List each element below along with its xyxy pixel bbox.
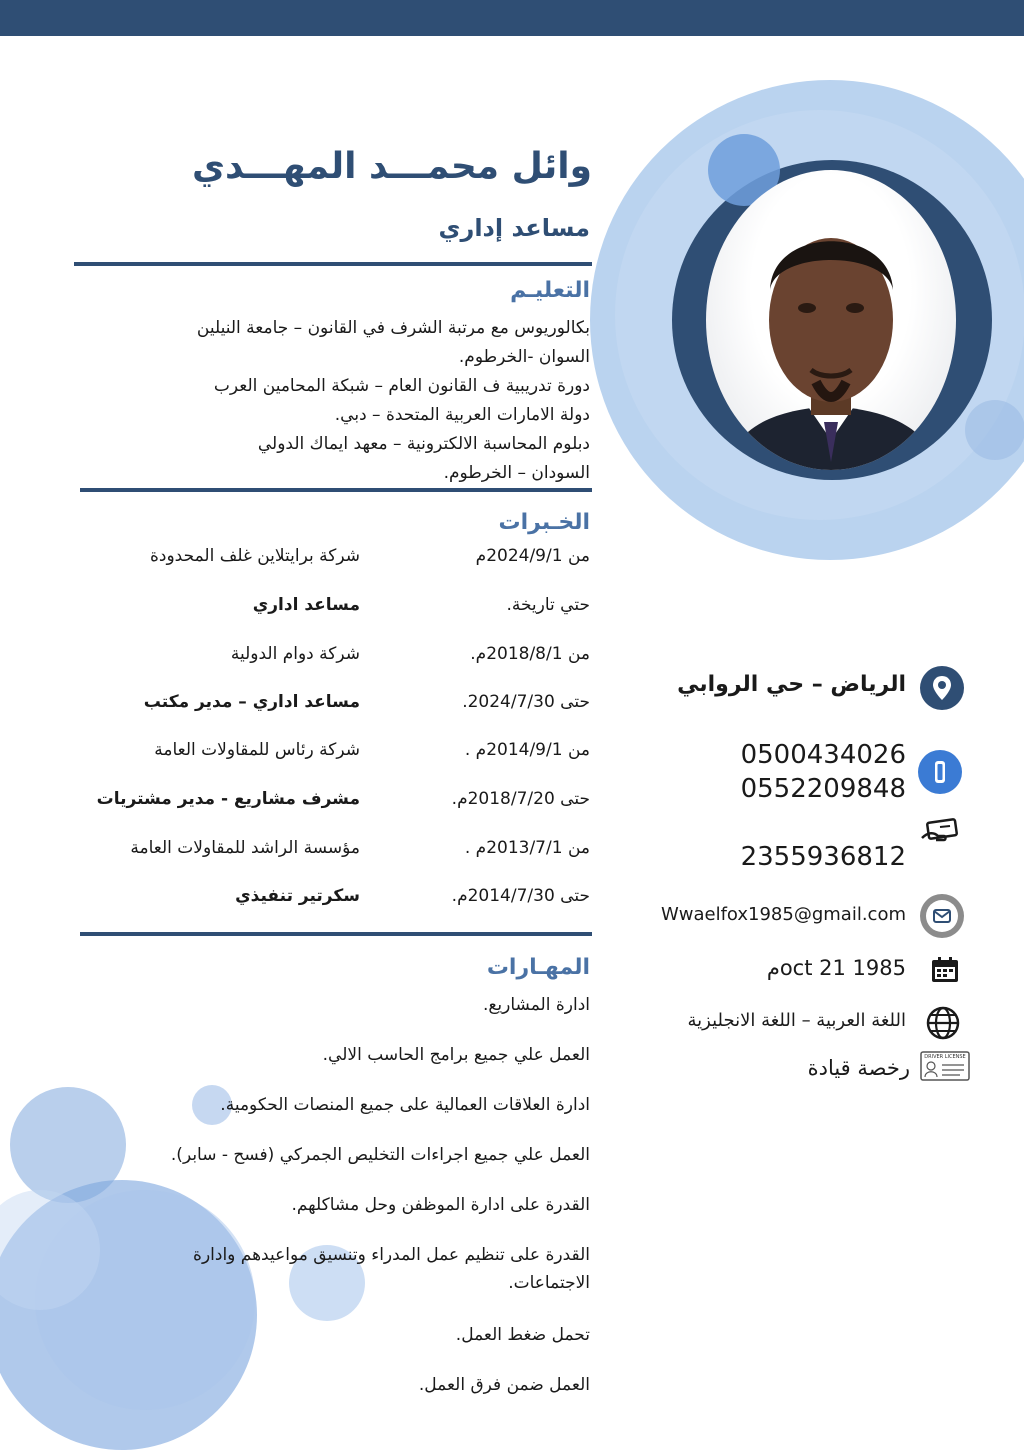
experience-date: من 2018/8/1م.	[470, 644, 590, 664]
education-line: بكالوريوس مع مرتبة الشرف في القانون – جامعة النيلين	[196, 318, 590, 338]
languages-text: اللغة العربية – اللغة الانجليزية	[687, 1010, 906, 1031]
experience-row	[0, 546, 1024, 574]
experience-position: مساعد اداري – مدير مكتب	[143, 692, 360, 712]
skill-item: العمل علي جميع اجراءات التخليص الجمركي (فسح - سابر).	[170, 1145, 590, 1165]
candidate-name: وائل محمـــد المهـــدي	[192, 146, 592, 187]
experience-company: شركة دوام الدولية	[230, 644, 360, 664]
experience-heading: الخـبرات	[498, 510, 590, 535]
globe-icon	[926, 1006, 960, 1040]
divider	[80, 488, 592, 492]
education-list	[150, 314, 590, 488]
experience-row	[0, 595, 1024, 623]
skill-item: ادارة المشاريع.	[482, 995, 590, 1015]
skill-item: الاجتماعات.	[508, 1273, 590, 1293]
education-line: دورة تدريبية ف القانون العام – شبكة المحامين العرب	[213, 376, 590, 396]
skill-item: تحمل ضغط العمل.	[455, 1325, 590, 1345]
skill-item: القدرة على تنظيم عمل المدراء وتنسيق مواعيدهم وادارة	[193, 1245, 590, 1265]
experience-position: سكرتير تنفيذي	[235, 886, 360, 906]
skill-item: العمل علي جميع برامج الحاسب الالي.	[322, 1045, 590, 1065]
experience-date: حتي تاريخة.	[506, 595, 590, 615]
profile-photo	[706, 170, 956, 470]
experience-position: مساعد اداري	[252, 595, 360, 615]
id-number: 2355936812	[740, 842, 906, 872]
education-line: السوان -الخرطوم.	[458, 347, 590, 367]
experience-date: من 2014/9/1م .	[464, 740, 590, 760]
experience-row	[0, 644, 1024, 672]
skills-heading: المهـارات	[486, 955, 590, 980]
experience-date: من 2013/7/1م .	[464, 838, 590, 858]
experience-date: حتى 2024/7/30.	[462, 692, 590, 712]
divider	[80, 932, 592, 936]
education-line: السودان – الخرطوم.	[443, 463, 590, 483]
phone-icon	[916, 748, 964, 796]
envelope-icon	[918, 892, 966, 940]
skill-item: ادارة العلاقات العمالية على جميع المنصات الحكومية.	[220, 1095, 590, 1115]
calendar-icon	[930, 956, 960, 984]
education-heading: التعليـم	[510, 278, 590, 303]
id-card-icon	[918, 818, 962, 848]
job-title: مساعد إداري	[438, 214, 590, 242]
driver-license-icon	[920, 1051, 970, 1081]
experience-position: مشرف مشاريع - مدير مشتريات	[96, 789, 360, 809]
skill-item: العمل ضمن فرق العمل.	[418, 1375, 590, 1395]
driving-license-text: رخصة قيادة	[807, 1056, 910, 1080]
phone-number-1: 0500434026	[740, 740, 906, 770]
education-line: دبلوم المحاسبة الالكترونية – معهد ايماك الدولي	[257, 434, 590, 454]
experience-company: مؤسسة الراشد للمقاولات العامة	[130, 838, 360, 858]
skill-item: القدرة على ادارة الموظفن وحل مشاكلهم.	[291, 1195, 590, 1215]
experience-company: شركة برايتلاين غلف المحدودة	[150, 546, 360, 566]
location-text: الرياض – حي الروابي	[677, 672, 906, 697]
birth-date: 1985 oct 21م	[766, 956, 906, 980]
education-line: دولة الامارات العربية المتحدة – دبي.	[334, 405, 590, 425]
map-pin-icon	[918, 664, 966, 712]
experience-date: حتى 2014/7/30م.	[451, 886, 590, 906]
experience-date: من 2024/9/1م	[475, 546, 590, 566]
license-card-label: DRIVER LICENSE	[924, 1054, 966, 1060]
email-address: Wwaelfox1985@gmail.com	[660, 904, 906, 925]
experience-date: حتى 2018/7/20م.	[451, 789, 590, 809]
experience-company: شركة رئاس للمقاولات العامة	[154, 740, 360, 760]
divider	[74, 262, 592, 266]
phone-number-2: 0552209848	[740, 774, 906, 804]
